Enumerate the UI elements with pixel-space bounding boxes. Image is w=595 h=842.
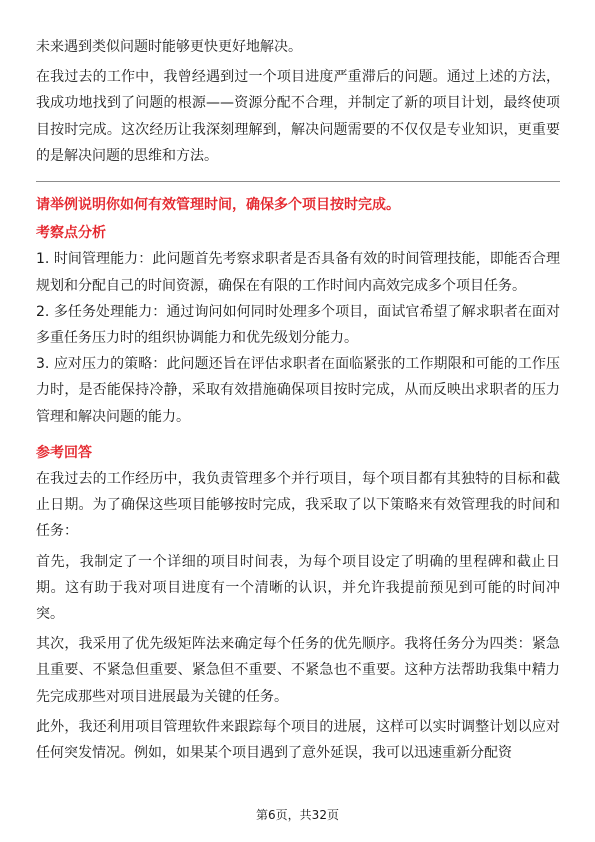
reference-paragraph: 其次，我采用了优先级矩阵法来确定每个任务的优先顺序。我将任务分为四类：紧急且重要、不紧急但重要、紧急但不重要、不紧急也不重要。这种方法帮助我集中精力先完成那些对项目进展最为关键的任务。 (36, 636, 560, 705)
page-number: 第6页，共32页 (256, 808, 339, 822)
reference-paragraph: 此外，我还利用项目管理软件来跟踪每个项目的进展，这样可以实时调整计划以应对任何突发情况。例如，如果某个项目遇到了意外延误，我可以迅速重新分配资 (36, 718, 560, 762)
analysis-item: 1. 时间管理能力：此问题首先考察求职者是否具备有效的时间管理技能，即能否合理规划和分配自己的时间资源，确保在有限的工作时间内高效完成多个项目任务。 (36, 251, 560, 294)
previous-answer-tail: 未来遇到类似问题时能够更快更好地解决。 (36, 39, 302, 55)
reference-heading: 参考回答 (36, 444, 92, 461)
page-content (36, 34, 560, 766)
analysis-heading: 考察点分析 (36, 225, 106, 242)
reference-paragraph: 在我过去的工作经历中，我负责管理多个并行项目，每个项目都有其独特的目标和截止日期。为了确保这些项目能够按时完成，我采取了以下策略来有效管理我的时间和任务： (36, 471, 560, 540)
question-heading: 请举例说明你如何有效管理时间，确保多个项目按时完成。 (36, 197, 400, 214)
analysis-item: 2. 多任务处理能力：通过询问如何同时处理多个项目，面试官希望了解求职者在面对多重任务压力时的组织协调能力和优先级划分能力。 (36, 303, 560, 347)
reference-paragraph: 首先，我制定了一个详细的项目时间表，为每个项目设定了明确的里程碑和截止日期。这有助于我对项目进度有一个清晰的认识，并允许我提前预见到可能的时间冲突。 (36, 553, 560, 623)
section-divider (36, 181, 560, 182)
analysis-item: 3. 应对压力的策略：此问题还旨在评估求职者在面临紧张的工作期限和可能的工作压力时，是否能保持冷静，采取有效措施确保项目按时完成，从而反映出求职者的压力管理和解决问题的能力。 (36, 356, 560, 425)
previous-answer-paragraph: 在我过去的工作中，我曾经遇到过一个项目进度严重滞后的问题。通过上述的方法，我成功地找到了问题的根源——资源分配不合理，并制定了新的项目计划，最终使项目按时完成。这次经历让我深刻理解到，解决问题需要的不仅仅是专业知识，更重要的是解决问题的思维和方法。 (36, 69, 560, 164)
